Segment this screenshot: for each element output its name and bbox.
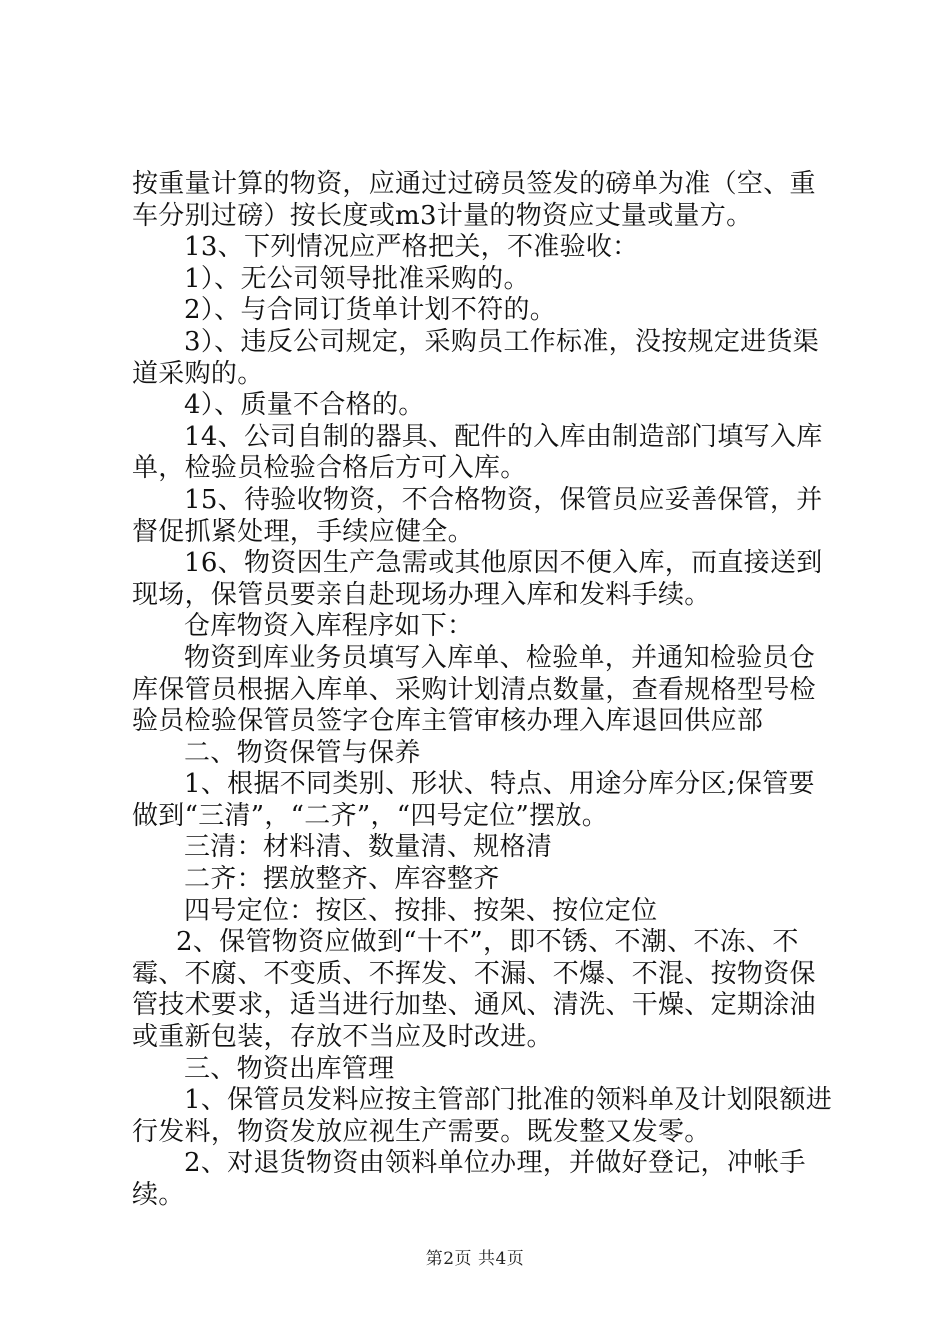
section-heading-storage: 二、物资保管与保养 <box>184 737 421 768</box>
paragraph-outbound-2: 2、对退货物资由领料单位办理，并做好登记，冲帐手续。 <box>132 1148 806 1210</box>
paragraph-outbound-1: 1、保管员发料应按主管部门批准的领料单及计划限额进行发料，物资发放应视生产需要。既发整又发零。 <box>132 1085 833 1147</box>
paragraph-item-13: 13、下列情况应严格把关，不准验收： <box>184 232 639 263</box>
paragraph-subitem-3: 3）、违反公司规定，采购员工作标准，没按规定进货渠道采购的。 <box>132 326 820 389</box>
paragraph-three-clear: 三清：材料清、数量清、规格清 <box>184 832 553 863</box>
paragraph-procedure-heading: 仓库物资入库程序如下： <box>184 611 474 642</box>
paragraph-storage-2: 2、保管物资应做到“十不”，即不锈、不潮、不冻、不霉、不腐、不变质、不挥发、不漏、不爆、不混、按物资保管技术要求，适当进行加垫、通风、清洗、干燥、定期涂油或重新包装，存放不当应及时改进。 <box>132 927 816 1053</box>
paragraph-storage-1: 1、根据不同类别、形状、特点、用途分库分区;保管要做到“三清”，“二齐”，“四号定位”摆放。 <box>132 769 815 831</box>
paragraph-subitem-1: 1）、无公司领导批准采购的。 <box>184 263 530 294</box>
paragraph-procedure-steps: 物资到库业务员填写入库单、检验单，并通知检验员仓库保管员根据入库单、采购计划清点数量，查看规格型号检验员检验保管员签字仓库主管审核办理入库退回供应部 <box>132 642 816 737</box>
paragraph-subitem-2: 2）、与合同订货单计划不符的。 <box>184 295 557 326</box>
paragraph-item-16: 16、物资因生产急需或其他原因不便入库，而直接送到现场，保管员要亲自赴现场办理入库和发料手续。 <box>132 548 823 610</box>
document-body <box>132 169 837 1212</box>
paragraph-item-14: 14、公司自制的器具、配件的入库由制造部门填写入库单，检验员检验合格后方可入库。 <box>132 421 823 484</box>
paragraph-four-positions: 四号定位：按区、按排、按架、按位定位 <box>184 895 658 926</box>
paragraph-subitem-4: 4）、质量不合格的。 <box>184 390 425 421</box>
paragraph-weighing: 按重量计算的物资，应通过过磅员签发的磅单为准（空、重车分别过磅）按长度或m3计量的物资应丈量或量方。 <box>132 169 816 231</box>
page-number-footer: 第2页 共4页 <box>425 1249 525 1269</box>
paragraph-item-15: 15、待验收物资，不合格物资，保管员应妥善保管，并督促抓紧处理，手续应健全。 <box>132 484 823 547</box>
paragraph-two-neat: 二齐：摆放整齐、库容整齐 <box>184 864 500 895</box>
section-heading-outbound: 三、物资出库管理 <box>184 1053 395 1084</box>
